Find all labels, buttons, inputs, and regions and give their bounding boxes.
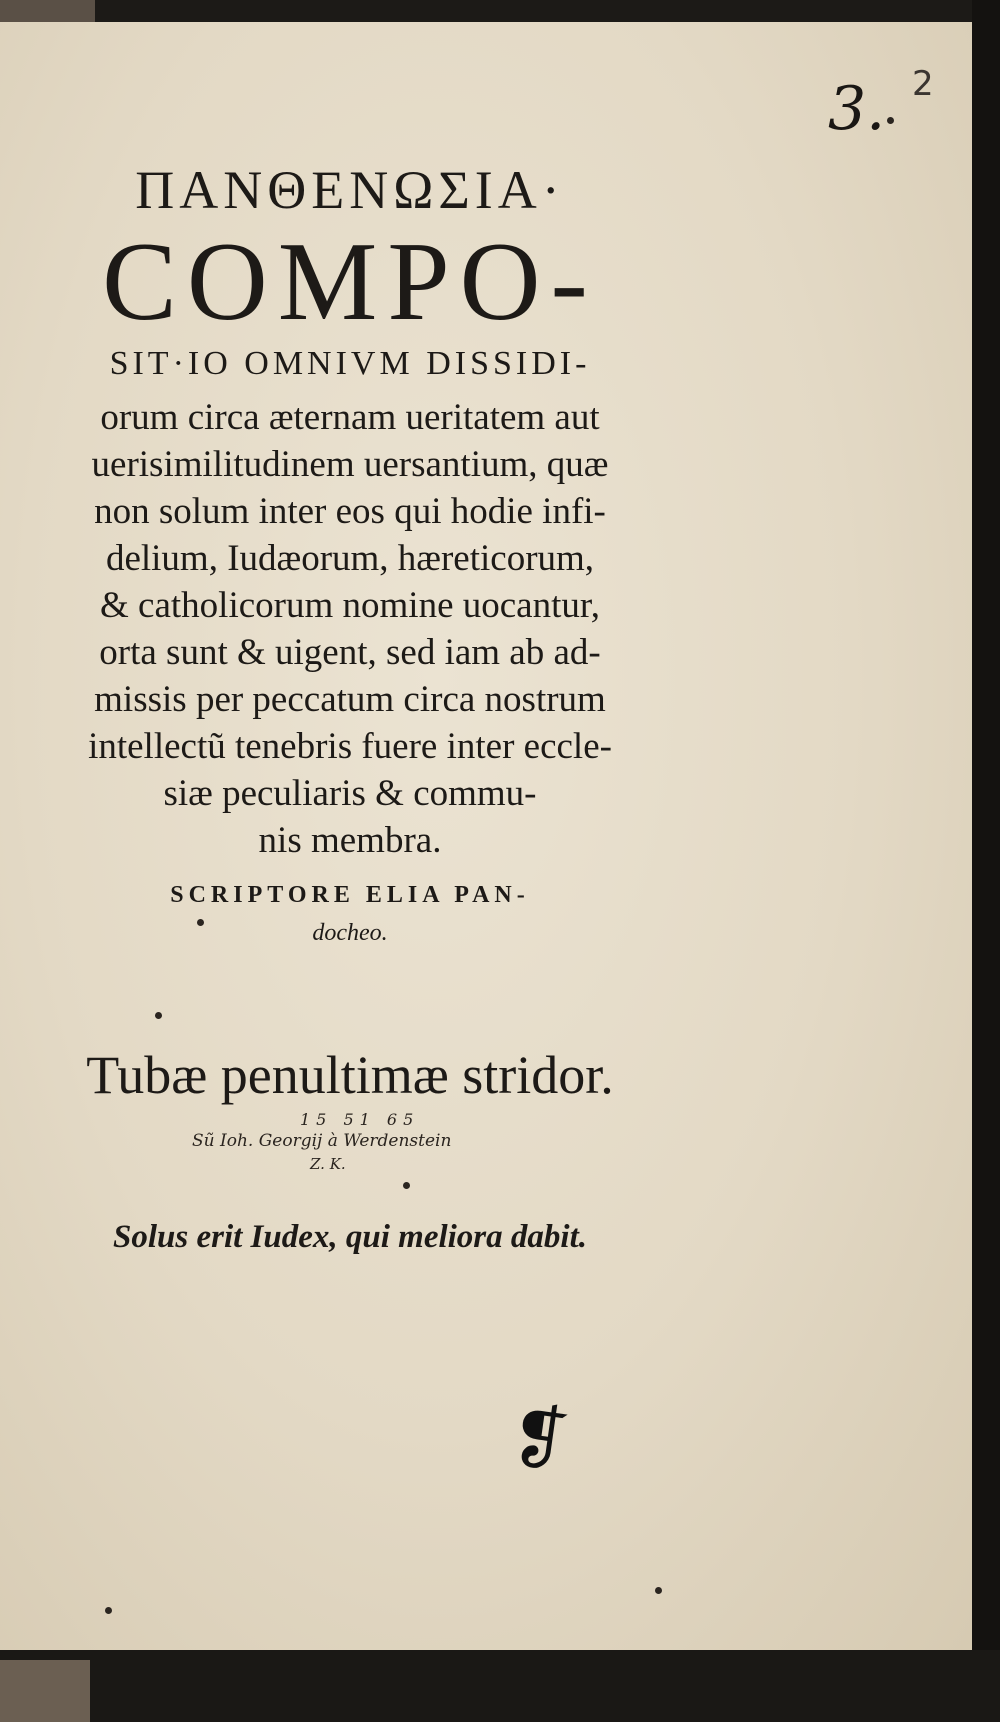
title-line: & catholicorum nomine uocantur,: [100, 585, 600, 626]
title-line: siæ peculiaris & commu-: [163, 773, 537, 814]
printer-ornament-icon: ❡: [504, 1393, 575, 1483]
ink-spot: [155, 1012, 162, 1019]
handwritten-initials: Z. K.: [310, 1155, 346, 1173]
title-line: delium, Iudæorum, hæreticorum,: [105, 538, 595, 579]
title-line: nis membra.: [258, 820, 442, 861]
epigraph: Solus erit Iudex, qui meliora dabit.: [113, 1219, 587, 1255]
handwritten-year: 15 51 65: [300, 1110, 420, 1129]
ink-spot: [655, 1587, 662, 1594]
ink-spot: [105, 1607, 112, 1614]
pencil-folio: 2: [912, 64, 934, 104]
title-caps-line: SIT·IO OMNIVM DISSIDI-: [109, 345, 591, 382]
title-line: non solum inter eos qui hodie infi-: [94, 491, 606, 532]
author-line: SCRIPTORE ELIA PAN-: [170, 882, 530, 908]
title-line: orta sunt & uigent, sed iam ab ad-: [99, 632, 601, 673]
ink-spot: [197, 919, 204, 926]
handwritten-owner: Sũ Ioh. Georgij à Werdenstein: [192, 1131, 452, 1151]
ink-spot: [403, 1182, 410, 1189]
book-edge: [972, 0, 1000, 1722]
title-line: orum circa æternam ueritatem aut: [100, 397, 600, 438]
author-line-continued: docheo.: [312, 920, 388, 946]
title-line: intellectũ tenebris fuere inter eccle-: [88, 726, 612, 767]
title-line: missis per peccatum circa nostrum: [94, 679, 606, 720]
main-title: COMPO-: [102, 220, 598, 344]
ink-spot: [887, 117, 894, 124]
motto: Tubæ penultimæ stridor.: [86, 1045, 614, 1105]
title-line: uerisimilitudinem uersantium, quæ: [91, 444, 609, 485]
folio-number: 3.: [828, 74, 886, 144]
greek-title: ΠΑΝΘΕΝΩΣΙΑ·: [135, 160, 565, 220]
book-cover-corner: [0, 1660, 90, 1722]
book-edge-bottom: [0, 1650, 1000, 1722]
title-page: [0, 22, 972, 1650]
